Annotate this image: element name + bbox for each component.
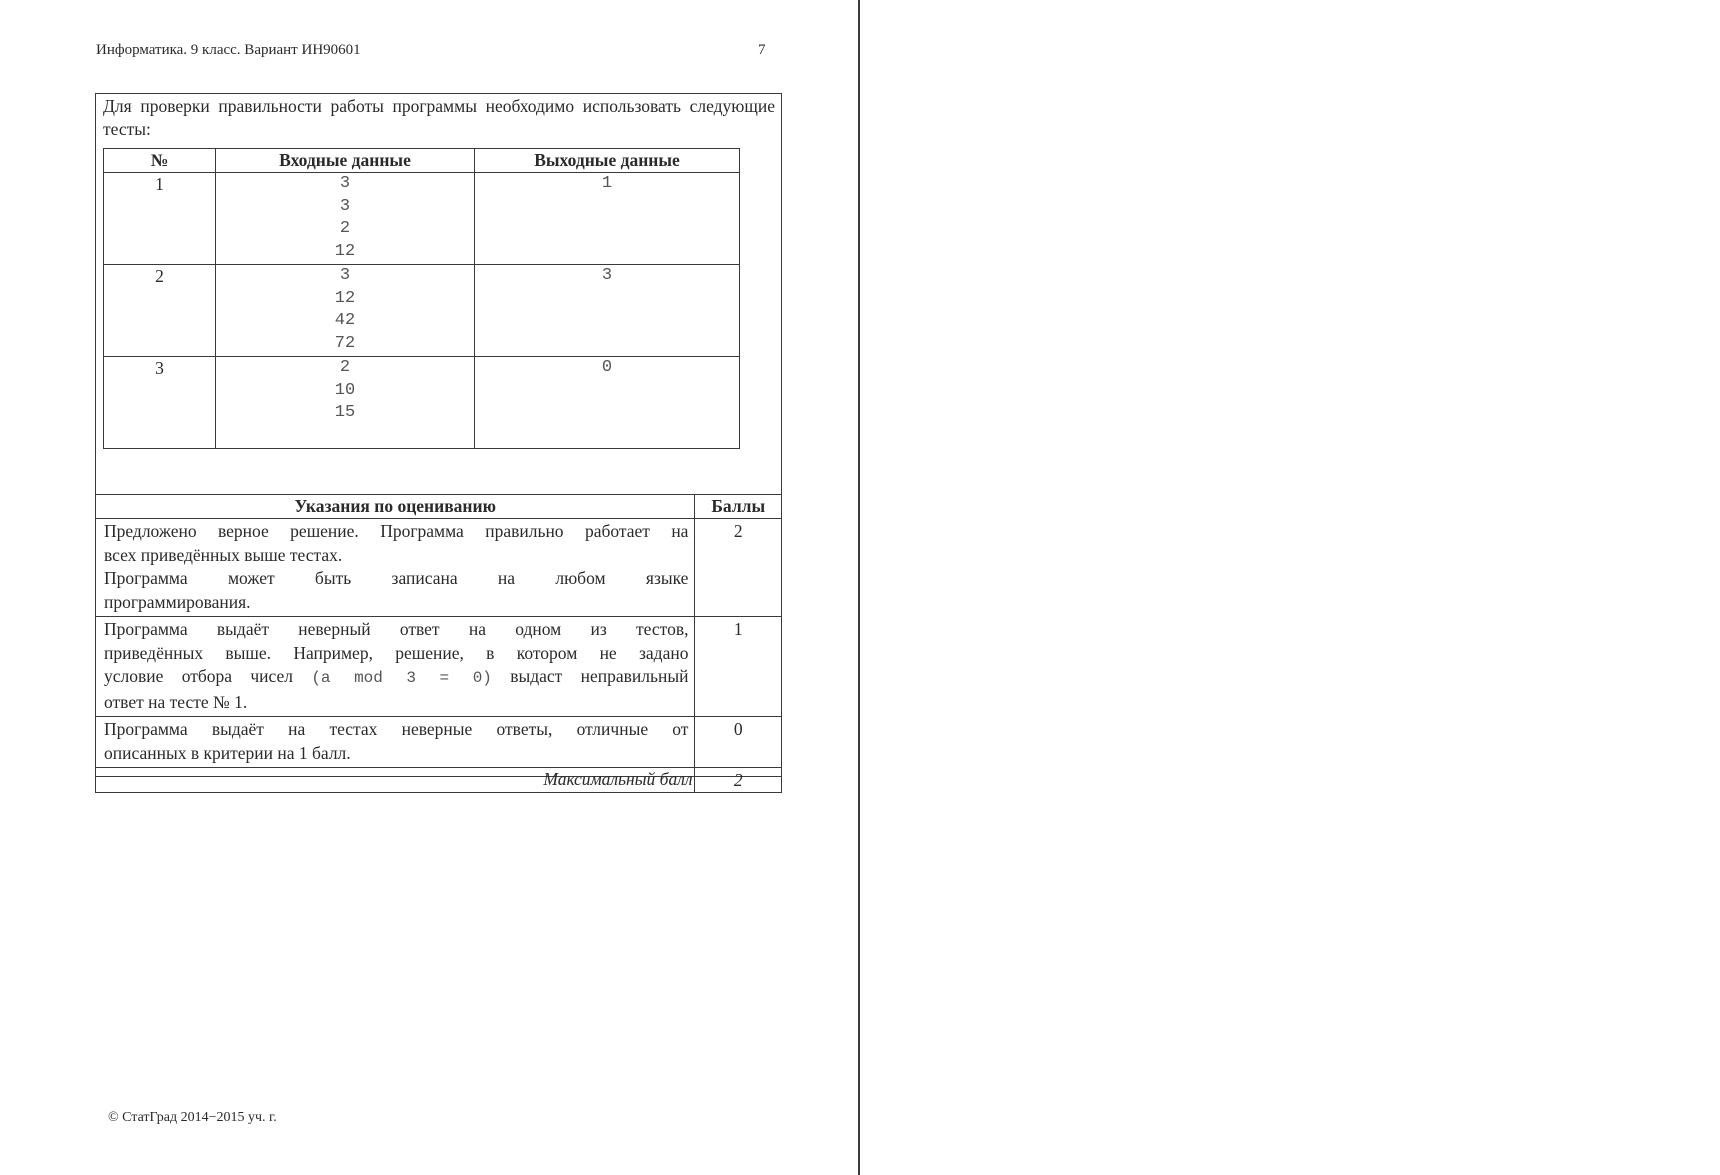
page-header-title: Информатика. 9 класс. Вариант ИН90601 [96,42,361,58]
table-row [104,357,740,449]
grading-header-points: Баллы [695,495,782,519]
code-snippet: (a mod 3 = 0) [311,669,492,687]
input-line: 2 [339,358,351,377]
criterion-line: Программа выдаёт неверный ответ на одном из тестов, [104,619,689,639]
table-row [96,717,782,768]
test-output: 1 [475,173,740,265]
criterion-line: Предложено верное решение. Программа правильно работает на [104,521,689,541]
input-line: 12 [334,288,356,308]
criterion-text [96,519,695,617]
test-output: 3 [475,265,740,357]
criterion-line: программирования. [104,591,251,612]
input-line: 42 [334,311,356,331]
criterion-points: 1 [695,617,782,717]
input-line: 15 [334,403,356,423]
test-input [216,173,475,265]
max-score-row [96,768,782,793]
page-footer: © СтатГрад 2014−2015 уч. г. [108,1110,277,1125]
grading-header-criteria: Указания по оцениванию [96,495,695,519]
grading-table [95,494,782,793]
input-line: 2 [339,219,351,239]
table-row [96,519,782,617]
input-line: 3 [339,266,351,285]
criterion-line [104,665,688,691]
criterion-text-part: условие отбора чисел [104,666,294,686]
input-line: 12 [334,242,356,262]
criterion-points: 0 [695,717,782,768]
input-line: 10 [334,380,356,400]
criterion-line: приведённых выше. Например, решение, в котором не задано [104,642,689,663]
table-row [104,173,740,265]
page-divider [858,0,860,1175]
criterion-text-part: выдаст неправильный [510,666,689,686]
test-input [216,357,475,449]
test-input [216,265,475,357]
criterion-line: описанных в критерии на 1 балл. [104,742,351,763]
page-number: 7 [758,42,766,58]
test-output: 0 [475,357,740,449]
criterion-points: 2 [695,519,782,617]
criterion-line: Программа выдаёт на тестах неверные ответы, отличные от [104,719,689,739]
test-number: 3 [104,357,216,449]
criterion-line: всех приведённых выше тестах. [104,544,343,565]
col-header-number: № [104,149,216,173]
test-number: 1 [104,173,216,265]
input-line: 3 [339,174,351,193]
intro-text: Для проверки правильности работы программы необходимо использовать следующие тесты: [103,96,775,139]
criterion-line: Программа может быть записана на любом языке [104,568,689,588]
table-row [104,265,740,357]
criterion-text [96,717,695,768]
input-line: 72 [334,334,356,354]
criterion-line: ответ на тесте № 1. [104,691,248,712]
tests-header-row [104,149,740,173]
input-line: 3 [339,196,351,216]
tests-table [103,148,740,449]
grading-header-row [96,495,782,519]
max-score-label: Максимальный балл [96,768,695,793]
col-header-output: Выходные данные [475,149,740,173]
test-number: 2 [104,265,216,357]
table-row [96,617,782,717]
col-header-input: Входные данные [216,149,475,173]
criterion-text [96,617,695,717]
max-score-value: 2 [695,768,782,793]
